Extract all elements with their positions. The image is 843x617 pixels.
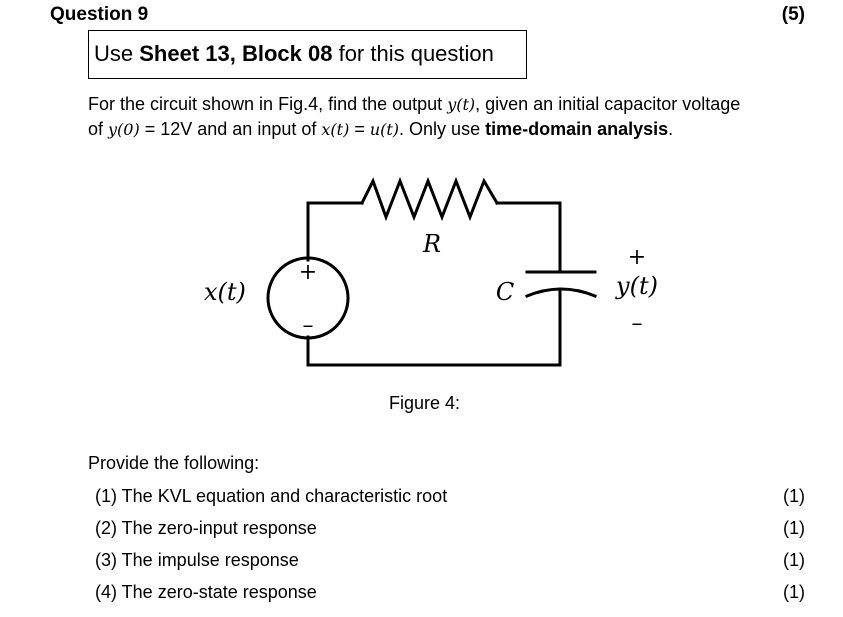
math-y-zero: y(0): [108, 120, 140, 139]
item-marks: (1): [783, 550, 805, 570]
math-y-of-t: y(t): [447, 95, 476, 114]
item-marks: (1): [783, 518, 805, 538]
problem-text: . Only use: [399, 119, 486, 139]
output-label: y(t): [616, 272, 658, 300]
list-item: (2) The zero-input response: [95, 518, 317, 538]
source-label: x(t): [204, 278, 246, 306]
math-u-of-t: u(t): [369, 120, 400, 139]
question-marks: (5): [781, 4, 805, 25]
item-marks: (1): [783, 582, 805, 602]
figure-caption: [0, 393, 843, 414]
math-x-of-t: x(t): [321, 120, 350, 139]
source-plus-sign: +: [298, 260, 318, 285]
problem-text: For the circuit shown in Fig.4, find the output: [88, 94, 448, 114]
output-minus-sign: –: [631, 311, 643, 336]
sheet-instruction-box: [88, 30, 527, 79]
provide-heading: Provide the following:: [88, 453, 260, 473]
problem-text: = 12V and an input of: [139, 119, 322, 139]
resistor-label: R: [422, 230, 442, 258]
source-minus-sign: –: [302, 313, 314, 338]
problem-text: .: [668, 119, 674, 139]
item-marks: (1): [783, 486, 805, 506]
problem-text: of: [88, 119, 109, 139]
problem-text: =: [349, 119, 370, 139]
question-title: Question 9: [50, 4, 149, 25]
wire-bottom: [308, 289, 560, 365]
time-domain-phrase: time-domain analysis: [485, 119, 669, 139]
wire-top-right: [497, 203, 560, 272]
sheet-suffix: for this question: [332, 41, 494, 66]
wire-top-left: [308, 203, 362, 260]
sheet-prefix: Use: [94, 41, 140, 66]
problem-text: , given an initial capacitor voltage: [475, 94, 741, 114]
resistor-symbol: [362, 181, 497, 217]
capacitor-label: C: [495, 278, 515, 306]
output-plus-sign: +: [627, 245, 647, 270]
circuit-diagram: [190, 172, 670, 387]
list-item: (3) The impulse response: [95, 550, 299, 570]
sheet-block-id: Sheet 13, Block 08: [139, 41, 333, 66]
list-item: (4) The zero-state response: [95, 582, 317, 602]
list-item: (1) The KVL equation and characteristic root: [95, 486, 448, 506]
figure-caption-text: Figure 4:: [388, 393, 461, 413]
problem-statement: [88, 92, 828, 142]
